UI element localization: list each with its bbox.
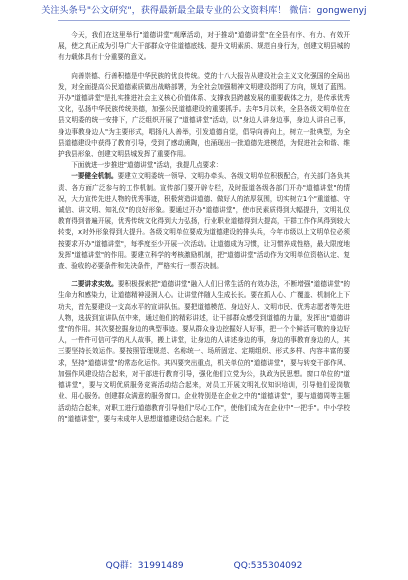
footer-qq: QQ:535304092 — [233, 561, 303, 571]
paragraph-intro: 今天，我们在这里举行"道德讲堂"观摩活动，对于推动"道德讲堂"在全县有序、有力、有效开展，使之真正成为引导广大干部群众守住道德底线、提升文明素质、规范自身行为，创建文明县城的有力载体具有十分重要的意义。 — [58, 31, 350, 62]
section-mechanism-text: 要建立文明委统一领导、文明办牵头、各级文明单位积极配合，有关部门各负其责、各方面广泛参与的工作机制。宣传部门要开辟专栏，及时报道各级各部门开办"道德讲堂"的情况，大力宣传先进人物的优秀事迹，积极营造讲道德、做好人的浓厚氛围，切实树立1个"重道德、守诚信、讲文明、知礼仪"的良好形象。要通过开办"道德讲堂"，使市民素质得到大幅提升，文明礼仪教育得到普遍开展，优秀传统文化得到大力弘扬，行业职业道德得到大提高，干群工作作风得到较大转变，x对外形象得到大提升。各级文明单位要成为道德建设的排头兵，今年市级以上文明单位必须按要求开办"道德讲堂"，每季度至少开展一次活动。让道德成为习惯，让习惯养成性格，最大限度地发挥"道德讲堂"的作用。要建立科学的考核激励机制，把"道德讲堂"活动作为文明单位资格认定、复查、验收的必要条件和先决条件，严格实行一票否决制。 — [58, 172, 351, 271]
paragraph-requirements-intro: 下面就进一步推进"道德讲堂"活动，我提几点要求： — [71, 161, 223, 170]
section-mechanism — [58, 171, 350, 272]
section-effectiveness — [58, 279, 350, 425]
footer-contacts — [0, 560, 408, 572]
header-banner: 关注头条号"公文研究"，获得最新最全最专业的公文资料库！ 微信：gongwenyj — [41, 6, 367, 16]
paragraph-background: 向善崇德、行善积德是中华民族的优良传统。党的十八大报告从建设社会主义文化强国的全局出发，对全面提高公民道德素质做出战略部署，为全社会加强精神文明建设指明了方向，规划了蓝图。开办"道德讲堂"是扎实推进社会主义核心价值体系、支撑我县跨越发展的重要载体之力，是传承优秀文化，弘扬中华民族传统美德，加强公民道德建设的重要抓手。去年5月以来，全县各级文明单位在县文明委的统一安排下，广泛组织开展了"道德讲堂"活动，以"身边人讲身边事，身边人讲自己事，身边事教身边人"为主要形式，唱扬凡人善举，引发道德自觉，倡导向善向上，树立一批典型，为全县道德建设中获得了教育引导，受到了感动熏陶，也涌现出一批道德先进模范，为促进社会和谐、维护我县形象、创建文明县城发挥了重要作用。 — [58, 71, 350, 159]
section-effectiveness-text: 要积极探索把"道德讲堂"融入人们日常生活的有效办法，不断增强"道德讲堂"的生命力和感染力，让道德精神浸润人心。让讲堂伴随人生成长长。要在抓人心、广覆盖、机制化上下功夫，首先要建设一支高水平的宣讲队伍。要把道德模范、身边好人、文明市民、优秀志愿者等先进人物，选拔到宣讲队伍中来，通过他们的精彩讲述，让干部群众感受到道德的力量，发挥出"道德讲堂"的作用。其次要挖掘身边的典型事迹。要从群众身边挖掘好人好事，把一个个鲜活可敬的身边好人，一件件可信可学的凡人故事，搬上讲堂，让身边的人讲述身边的事，身边的事教育身边的人，其三要坚持长效运作。要按照管理规范、名称统一、场所固定、定期组织、形式多样、内容丰富的要求，坚持"道德讲堂"的常态化运作。其四要突出重点，机关单位的"道德讲堂"，要与转变干部作风、加强作风建设结合起来，对干部进行教育引导，强化他们立党为公，执政为民思想。窗口单位的"道德讲堂"，要与文明优质服务竞赛活动结合起来，对员工开展文明礼仪知识培训，引导他们爱岗敬业、用心服务。创建群众满意的服务窗口。企业特别是在企业之中的"道德讲堂"，要与道德周等主题活动结合起来，对职工进行道德教育引导他们"尽心工作"，使他们成为在企业中"一把手"。中小学校的"道德讲堂"，要与未成年人思想道德建设结合起来。广泛 — [58, 280, 350, 423]
section-effectiveness-lead: 二要讲求实效。 — [71, 280, 118, 289]
document-body — [58, 30, 350, 425]
header-divider — [58, 20, 350, 21]
section-mechanism-lead: 一要健全机制。 — [71, 172, 118, 181]
footer-qq-group: QQ群：31991489 — [105, 561, 184, 571]
